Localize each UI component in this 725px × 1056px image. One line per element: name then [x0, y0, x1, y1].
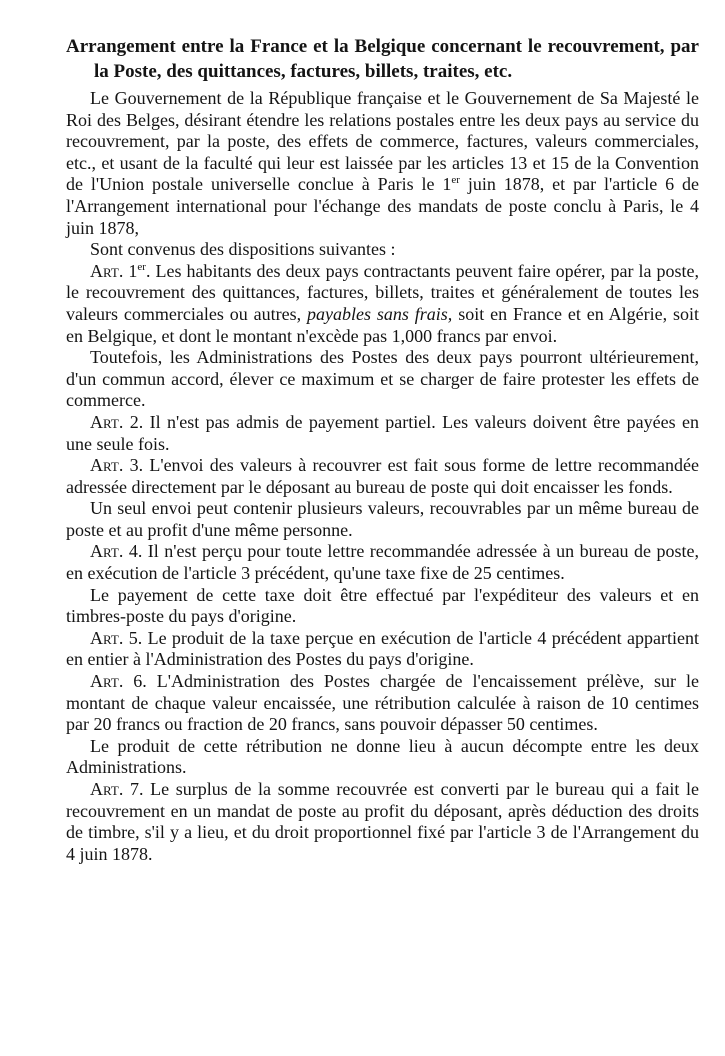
preamble-intro-tail: juin 1878, et par l'article 6 de l'Arrangement international pour l'échange des mandats de poste conclu à Paris, le 4 juin 1878,: [66, 174, 699, 238]
article-1-superscript: er: [137, 260, 146, 273]
preamble-intro: Le Gouvernement de la République française et le Gouvernement de Sa Majesté le Roi des Belges, désirant étendre les relations postales entre les deux pays au service du recouvrement, par la poste, des effets de commerce, factures, valeurs commerciales, etc., et usant de la faculté qui leur est laissée par les articles 13 et 15 de la Convention de l'Union postale universelle conclue à Paris le 1: [66, 88, 699, 195]
article-4-text: 4. Il n'est perçu pour toute lettre recommandée adressée à un bureau de poste, en exécution de l'article 3 précédent, qu'une taxe fixe de 25 centimes.: [66, 541, 699, 584]
article-3-text: 3. L'envoi des valeurs à recouvrer est fait sous forme de lettre recommandée adressée directement par le déposant au bureau de poste qui doit encaisser les fonds.: [66, 455, 699, 497]
article-3-label: Art.: [90, 455, 124, 476]
article-2: [66, 412, 699, 455]
article-3-paragraph-2: Un seul envoi peut contenir plusieurs valeurs, recouvrables par un même bureau de poste et au profit d'une même personne.: [66, 498, 699, 540]
article-4: [66, 541, 699, 584]
article-6-text: 6. L'Administration des Postes chargée de l'encaissement prélève, sur le montant de chaque valeur encaissée, une rétribution calculée à raison de 10 centimes par 20 francs ou fraction de 20 francs, sans pouvoir dépasser 50 centimes.: [66, 671, 699, 735]
article-5-text: 5. Le produit de la taxe perçue en exécution de l'article 4 précédent appartient en entier à l'Administration des Postes du pays d'origine.: [66, 627, 699, 670]
article-7-text: 7. Le surplus de la somme recouvrée est converti par le bureau qui a fait le recouvrement en un mandat de poste au profit du déposant, après déduction des droits de timbre, s'il y a lieu, et du droit proportionnel fixé par l'article 3 de l'Arrangement du 4 juin 1878.: [66, 779, 699, 864]
article-7: [66, 779, 699, 865]
article-2-label: Art.: [90, 411, 124, 432]
article-6-paragraph-2: Le produit de cette rétribution ne donne lieu à aucun décompte entre les deux Administrations.: [66, 735, 699, 778]
document-title: Arrangement entre la France et la Belgique concernant le recouvrement, par la Poste, des quittances, factures, billets, traites, etc.: [66, 36, 699, 82]
preamble-paragraph: [66, 88, 699, 239]
article-2-text: 2. Il n'est pas admis de payement partiel. Les valeurs doivent être payées en une seule fois.: [66, 411, 699, 454]
article-1-label: Art.: [90, 260, 124, 281]
article-5-label: Art.: [90, 627, 124, 648]
article-1-italic: payables sans frais,: [307, 303, 453, 324]
article-1-text-after: soit en France et en Algérie, soit en Belgique, et dont le montant n'excède pas 1,000 francs par envoi.: [66, 303, 700, 346]
article-5: [66, 628, 699, 671]
article-4-paragraph-2: Le payement de cette taxe doit être effectué par l'expéditeur des valeurs et en timbres-poste du pays d'origine.: [66, 584, 699, 627]
article-7-label: Art.: [90, 779, 124, 799]
article-6-label: Art.: [90, 671, 124, 692]
article-1-text-before: . Les habitants des deux pays contractants peuvent faire opérer, par la poste, le recouvrement des quittances, factures, billets, traites et généralement de toutes les valeurs commerciales ou autres,: [66, 260, 700, 324]
preamble-superscript: er: [451, 174, 460, 187]
article-1-paragraph-2: Toutefois, les Administrations des Postes des deux pays pourront ultérieurement, d'un commun accord, élever ce maximum et se charger de faire protester les effets de commerce.: [66, 347, 699, 411]
article-1-number: 1: [128, 260, 138, 281]
article-3: [66, 455, 699, 498]
article-6: [66, 671, 699, 736]
article-1: [66, 261, 699, 347]
article-4-label: Art.: [90, 541, 124, 562]
preamble-agreed: Sont convenus des dispositions suivantes :: [90, 239, 396, 260]
